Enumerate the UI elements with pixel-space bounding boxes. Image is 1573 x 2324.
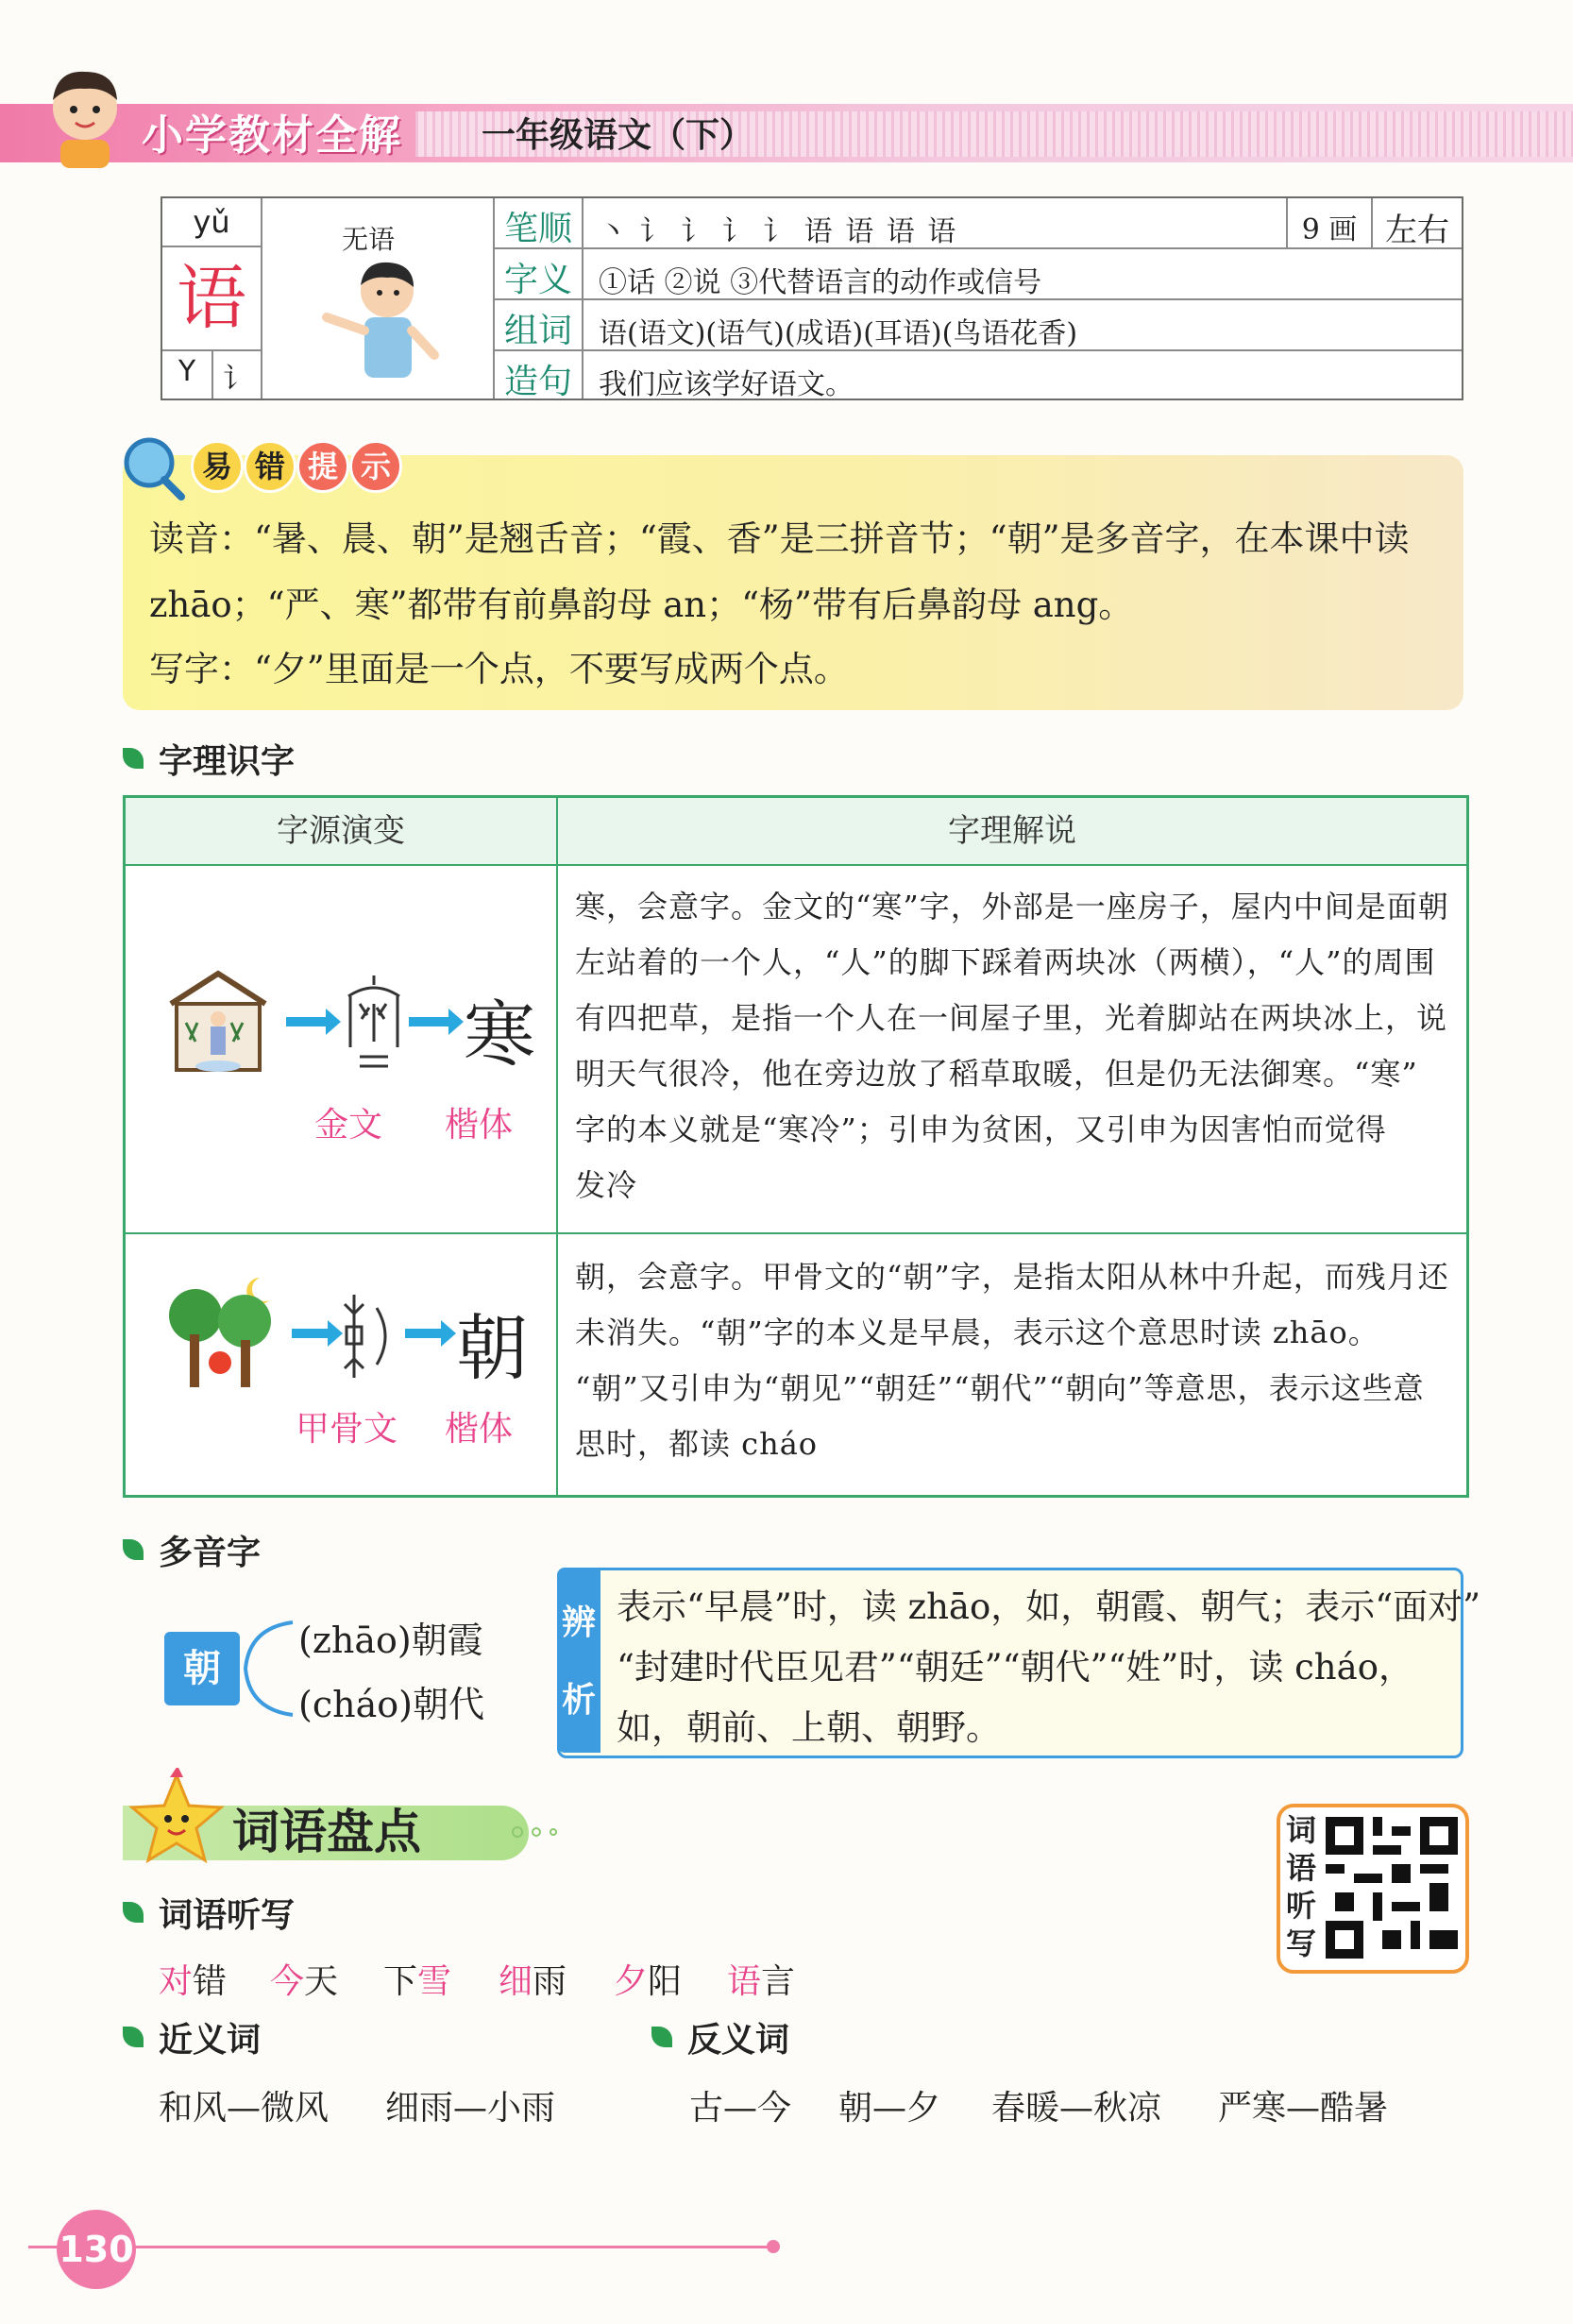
reading-chao: (cháo)朝代: [298, 1684, 484, 1725]
row-label-ziyi: 字义: [503, 261, 572, 299]
qr-label-3: 听: [1286, 1888, 1317, 1924]
dictation-word-6: 语言: [727, 1962, 796, 2001]
oracle-script-glyph-icon: [339, 1289, 396, 1383]
word-examples: 语(语文)(语气)(成语)(耳语)(鸟语花香): [599, 317, 1078, 350]
row-label-zuci: 组词: [503, 312, 572, 350]
footer-dot: [767, 2240, 780, 2253]
antonym-pair-1: 古—今: [689, 2089, 792, 2128]
radical-letter: Y: [178, 355, 196, 388]
col-header-explain: 字理解说: [558, 798, 1466, 864]
tip-box: [123, 455, 1463, 710]
label-kaiti-2: 楷体: [445, 1410, 514, 1449]
vocab-title: 词语盘点: [232, 1805, 421, 1859]
explain-han-line-5: 字的本义就是“寒冷”；引申为贫困，又引申为因害怕而觉得: [575, 1111, 1387, 1147]
kaishu-zhao: 朝: [456, 1306, 528, 1390]
qr-code-icon: [1326, 1817, 1458, 1959]
explain-han-line-2: 左站着的一个人，“人”的脚下踩着两块冰（两横），“人”的周围: [575, 944, 1436, 980]
label-jiaguwen: 甲骨文: [296, 1410, 398, 1449]
illustration-caption: 无语: [342, 224, 396, 255]
main-character: 语: [177, 258, 246, 339]
qr-label-2: 语: [1286, 1850, 1317, 1886]
leaf-icon: [123, 748, 144, 769]
row-label-zaoju: 造句: [503, 363, 572, 401]
row-label-bishun: 笔顺: [503, 210, 572, 248]
book-title: 一年级语文（下）: [482, 116, 754, 155]
tip-badge-4: 示: [349, 440, 402, 493]
boy-illustration-icon: [313, 251, 455, 393]
synonym-pair-1: 和风—微风: [159, 2089, 330, 2128]
explain-han-line-1: 寒，会意字。金文的“寒”字，外部是一座房子，屋内中间是面朝: [575, 889, 1449, 925]
structure: 左右: [1385, 212, 1449, 249]
tip-line-2: zhāo；“严、寒”都带有前鼻韵母 an；“杨”带有后鼻韵母 ang。: [149, 585, 1134, 625]
explain-zhao-line-2: 未消失。“朝”字的本义是早晨，表示这个意思时读 zhāo。: [575, 1315, 1379, 1350]
radical: 讠: [223, 363, 251, 396]
tip-badge-2: 错: [244, 440, 296, 493]
explain-zhao-line-3: “朝”又引申为“朝见”“朝廷”“朝代”“朝向”等意思，表示这些意: [575, 1370, 1425, 1406]
col-header-origin: 字源演变: [126, 798, 556, 864]
antonym-pair-2: 朝—夕: [838, 2089, 941, 2128]
character-card: [161, 196, 1463, 400]
analysis-tab-char-1: 辨: [561, 1603, 596, 1642]
dictation-word-4: 细雨: [499, 1962, 567, 2001]
sentence-example: 我们应该学好语文。: [599, 368, 854, 401]
qr-label-4: 写: [1286, 1925, 1317, 1961]
brace-icon: [238, 1619, 295, 1719]
analysis-line-1: 表示“早晨”时，读 zhāo，如，朝霞、朝气；表示“面对”: [617, 1586, 1481, 1627]
label-jinwen: 金文: [314, 1106, 383, 1145]
leaf-icon: [651, 2027, 672, 2047]
zili-table: [123, 795, 1469, 1498]
explain-zhao-line-4: 思时，都读 cháo: [575, 1426, 819, 1462]
analysis-line-2: “封建时代臣见君”“朝廷”“朝代”“姓”时，读 cháo，: [617, 1647, 1413, 1688]
bronze-script-glyph-icon: [341, 972, 407, 1076]
tip-line-1: 读音：“暑、晨、朝”是翘舌音；“霞、香”是三拼音节；“朝”是多音字，在本课中读: [149, 518, 1410, 559]
analysis-tab-char-2: 析: [561, 1681, 596, 1720]
leaf-icon: [123, 1539, 144, 1560]
leaf-icon: [123, 2027, 144, 2047]
dictation-word-2: 今天: [270, 1962, 339, 2001]
pinyin: yǔ: [193, 204, 230, 240]
reading-zhao: (zhāo)朝霞: [298, 1620, 483, 1661]
page-number: 130: [57, 2210, 136, 2289]
dots-decoration-icon: [510, 1824, 576, 1840]
section-title-polyphone: 多音字: [159, 1534, 262, 1572]
explain-han-line-6: 发冷: [575, 1167, 638, 1203]
kaishu-han: 寒: [464, 992, 535, 1077]
antonym-pair-4: 严寒—酷暑: [1218, 2089, 1389, 2128]
explain-han-line-4: 明天气很冷，他在旁边放了稻草取暖，但是仍无法御寒。“寒”: [575, 1056, 1418, 1092]
analysis-tab: [557, 1568, 600, 1753]
tip-badge-1: 易: [191, 440, 244, 493]
qr-label-1: 词: [1286, 1812, 1317, 1848]
star-mascot-icon: [125, 1768, 228, 1872]
section-title-dictation: 词语听写: [159, 1896, 296, 1935]
antonym-pair-3: 春暖—秋凉: [991, 2089, 1162, 2128]
tip-badge-3: 提: [296, 440, 349, 493]
polyphone-char: 朝: [164, 1632, 240, 1705]
dictation-word-3: 下雪: [383, 1962, 452, 2001]
label-kaiti-1: 楷体: [445, 1106, 514, 1145]
house-person-illustration-icon: [161, 966, 275, 1079]
qr-code-box[interactable]: [1277, 1804, 1469, 1974]
dictation-word-5: 夕阳: [614, 1962, 683, 2001]
trees-sun-moon-illustration-icon: [161, 1268, 284, 1391]
mascot-icon: [28, 59, 142, 172]
stroke-order: 丶 讠 讠 讠 讠 语 语 语 语: [599, 215, 958, 248]
analysis-line-3: 如，朝前、上朝、朝野。: [617, 1707, 1001, 1748]
section-title-synonym: 近义词: [159, 2021, 262, 2060]
section-title-zili: 字理识字: [159, 742, 296, 781]
meaning: ①话 ②说 ③代替语言的动作或信号: [599, 266, 1042, 299]
footer-line: [28, 2246, 774, 2248]
tip-line-3: 写字：“夕”里面是一个点，不要写成两个点。: [149, 649, 849, 689]
explain-zhao-line-1: 朝，会意字。甲骨文的“朝”字，是指太阳从林中升起，而残月还: [575, 1259, 1449, 1295]
synonym-pair-2: 细雨—小雨: [385, 2089, 556, 2128]
leaf-icon: [123, 1902, 144, 1923]
dictation-word-1: 对错: [159, 1962, 228, 2001]
analysis-box: [557, 1568, 1481, 1758]
magnifier-icon: [121, 434, 187, 500]
series-title: 小学教材全解: [142, 111, 402, 160]
section-title-antonym: 反义词: [687, 2021, 790, 2060]
stroke-count: 9 画: [1301, 213, 1358, 246]
explain-han-line-3: 有四把草，是指一个人在一间屋子里，光着脚站在两块冰上，说: [575, 1000, 1448, 1036]
